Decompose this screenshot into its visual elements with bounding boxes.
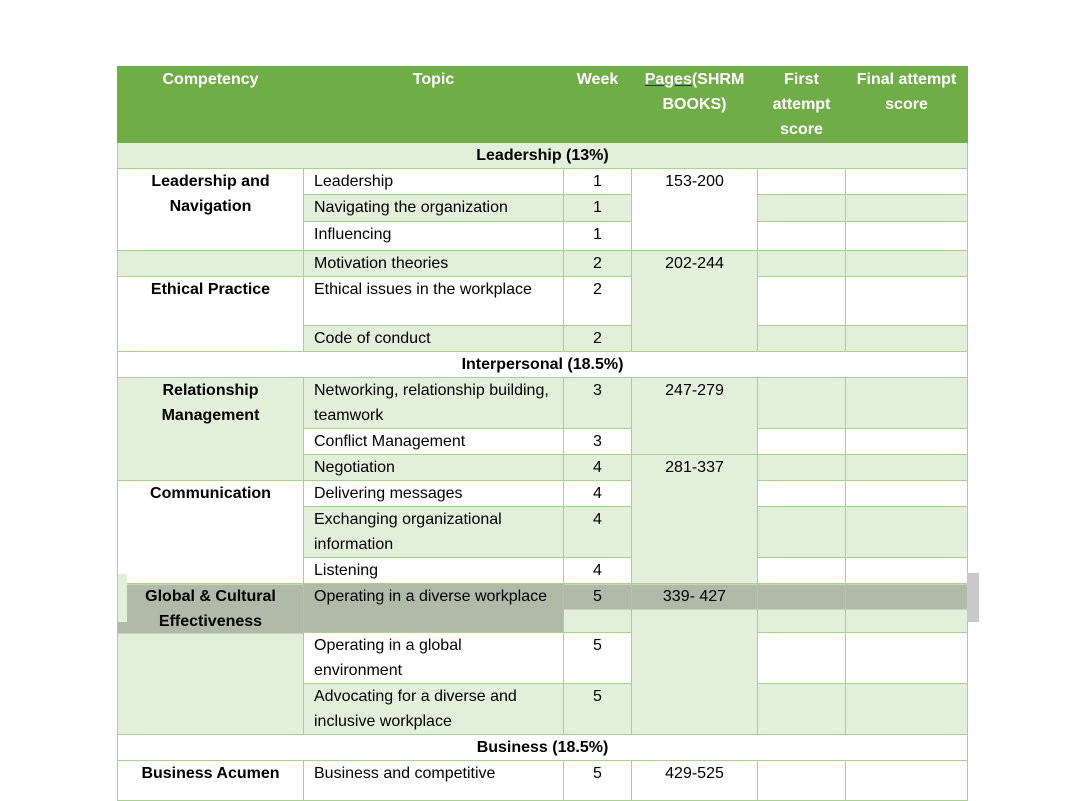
first-score-cell[interactable]	[758, 684, 846, 735]
topic-cell: Advocating for a diverse and inclusive workplace	[304, 684, 564, 735]
week-cell: 5	[564, 684, 632, 735]
topic-cell: Influencing	[304, 222, 564, 251]
topic-cell: Listening	[304, 558, 564, 584]
header-topic: Topic	[304, 67, 564, 143]
first-score-cell[interactable]	[758, 558, 846, 584]
first-score-cell[interactable]	[758, 251, 846, 277]
header-pages	[632, 67, 758, 143]
week-cell: 4	[564, 481, 632, 507]
pages-cell: 153-200	[632, 169, 758, 251]
first-score-cell[interactable]	[758, 507, 846, 558]
week-cell: 5	[564, 633, 632, 684]
final-score-cell[interactable]	[846, 222, 968, 251]
pages-cell: 429-525	[632, 761, 758, 801]
week-cell: 1	[564, 195, 632, 222]
competency-cell-empty	[118, 251, 304, 277]
pages-cell: 247-279	[632, 378, 758, 455]
topic-cell: Exchanging organizational information	[304, 507, 564, 558]
competency-cell: Relationship Management	[118, 378, 304, 481]
week-cell: 5	[564, 584, 632, 633]
week-cell: 4	[564, 507, 632, 558]
final-score-cell[interactable]	[846, 584, 968, 633]
week-cell: 3	[564, 378, 632, 429]
competency-cell: Global & Cultural Effectiveness	[118, 584, 304, 735]
first-score-cell[interactable]	[758, 378, 846, 429]
section-business: Business (18.5%)	[118, 735, 968, 761]
final-score-cell[interactable]	[846, 684, 968, 735]
week-cell: 5	[564, 761, 632, 801]
competency-cell: Communication	[118, 481, 304, 584]
topic-cell: Business and competitive	[304, 761, 564, 801]
topic-cell: Networking, relationship building, teamwork	[304, 378, 564, 429]
topic-cell: Ethical issues in the workplace	[304, 277, 564, 326]
header-final-score: Final attempt score	[846, 67, 968, 143]
header-row	[118, 67, 968, 143]
topic-cell: Motivation theories	[304, 251, 564, 277]
topic-cell: Operating in a diverse workplace	[304, 584, 564, 633]
final-score-cell[interactable]	[846, 195, 968, 222]
final-score-cell[interactable]	[846, 169, 968, 195]
first-score-cell[interactable]	[758, 222, 846, 251]
pages-label: (SHRM BOOKS)	[662, 71, 745, 113]
topic-cell: Negotiation	[304, 455, 564, 481]
topic-cell: Conflict Management	[304, 429, 564, 455]
week-cell: 4	[564, 558, 632, 584]
first-score-cell[interactable]	[758, 633, 846, 684]
header-week: Week	[564, 67, 632, 143]
final-score-cell[interactable]	[846, 326, 968, 352]
header-competency: Competency	[118, 67, 304, 143]
week-cell: 2	[564, 326, 632, 352]
final-score-cell[interactable]	[846, 277, 968, 326]
final-score-cell[interactable]	[846, 378, 968, 429]
section-leadership: Leadership (13%)	[118, 143, 968, 169]
first-score-cell[interactable]	[758, 455, 846, 481]
week-cell: 4	[564, 455, 632, 481]
topic-cell: Navigating the organization	[304, 195, 564, 222]
topic-cell: Leadership	[304, 169, 564, 195]
competency-cell: Business Acumen	[118, 761, 304, 801]
week-cell: 2	[564, 251, 632, 277]
final-score-cell[interactable]	[846, 251, 968, 277]
week-cell: 3	[564, 429, 632, 455]
first-score-cell[interactable]	[758, 169, 846, 195]
final-score-cell[interactable]	[846, 481, 968, 507]
competency-cell: Ethical Practice	[118, 277, 304, 352]
competency-cell: Leadership and Navigation	[118, 169, 304, 251]
pages-cell: 339- 427	[632, 584, 758, 735]
final-score-cell[interactable]	[846, 455, 968, 481]
first-score-cell[interactable]	[758, 429, 846, 455]
competency-table	[117, 66, 968, 801]
pages-cell: 281-337	[632, 455, 758, 584]
final-score-cell[interactable]	[846, 429, 968, 455]
first-score-cell[interactable]	[758, 277, 846, 326]
first-score-cell[interactable]	[758, 481, 846, 507]
first-score-cell[interactable]	[758, 326, 846, 352]
topic-cell: Delivering messages	[304, 481, 564, 507]
topic-cell: Operating in a global environment	[304, 633, 564, 684]
week-cell: 1	[564, 169, 632, 195]
first-score-cell[interactable]	[758, 584, 846, 633]
pages-cell: 202-244	[632, 251, 758, 352]
final-score-cell[interactable]	[846, 558, 968, 584]
pages-spellcheck-word: Pages	[644, 71, 692, 88]
first-score-cell[interactable]	[758, 195, 846, 222]
week-cell: 1	[564, 222, 632, 251]
header-first-score: First attempt score	[758, 67, 846, 143]
highlight-edge	[118, 574, 127, 622]
section-interpersonal: Interpersonal (18.5%)	[118, 352, 968, 378]
topic-cell: Code of conduct	[304, 326, 564, 352]
selection-edge	[967, 573, 979, 622]
final-score-cell[interactable]	[846, 507, 968, 558]
final-score-cell[interactable]	[846, 633, 968, 684]
week-cell: 2	[564, 277, 632, 326]
